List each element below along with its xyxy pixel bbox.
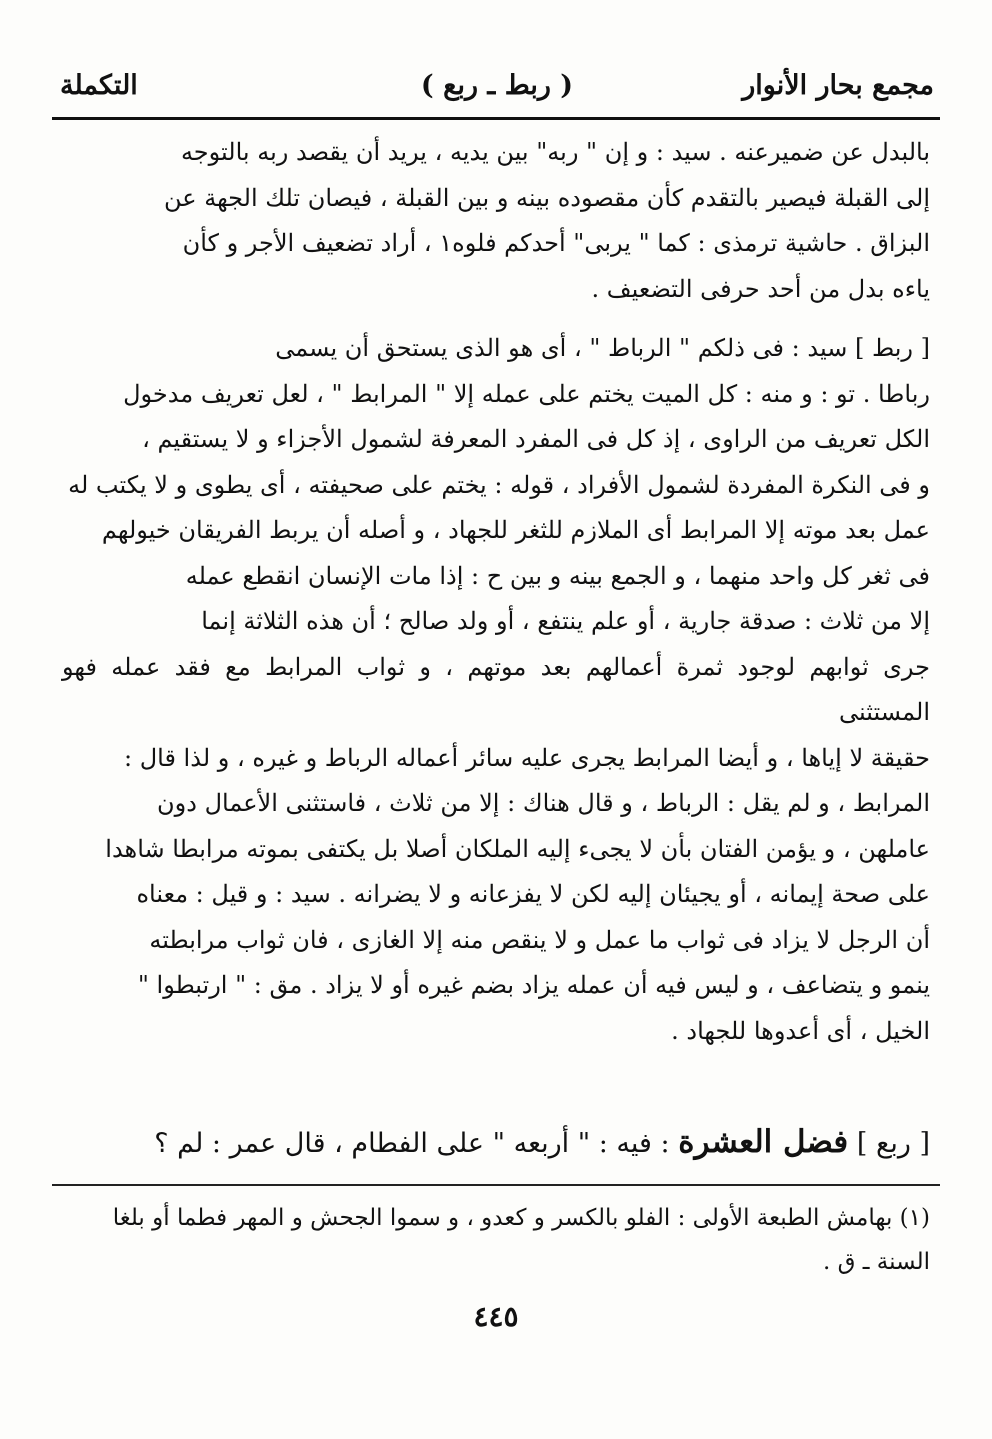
text-line: الكل تعريف من الراوى ، إذ كل فى المفرد المعرفة لشمول الأجزاء و لا يستقيم ، bbox=[142, 425, 930, 453]
header-entry-range: ( ربط ـ ربع ) bbox=[420, 69, 574, 101]
section-rest: : فيه : " أربعه " على الفطام ، قال عمر : لم ؟ bbox=[154, 1128, 670, 1159]
paragraph-gap bbox=[62, 312, 930, 326]
text-line: ينمو و يتضاعف ، و ليس فيه أن عمله يزاد بضم غيره أو لا يزاد . مق : " ارتبطوا " bbox=[137, 971, 930, 999]
text-line: و فى النكرة المفردة لشمول الأفراد ، قوله : يختم على صحيفته ، أى يطوى و لا يكتب له bbox=[68, 470, 930, 499]
text-line: على صحة إيمانه ، أو يجيئان إليه لكن لا يفزعانه و لا يضرانه . سيد : و قيل : معناه bbox=[136, 880, 930, 908]
text-line: الخيل ، أى أعدوها للجهاد . bbox=[671, 1016, 930, 1045]
text-line: عاملهن ، و يؤمن الفتان بأن لا يجىء إليه الملكان أصلا بل يكتفى بموته مرابطا شاهدا bbox=[105, 834, 930, 863]
page-number: ٤٤٥ bbox=[473, 1300, 519, 1333]
footnote-line: (١) بهامش الطبعة الأولى : الفلو بالكسر و كعدو ، و سموا الجحش و المهر فطما أو بلغا bbox=[112, 1205, 930, 1231]
text-line: إلى القبلة فيصير بالتقدم كأن مقصوده بينه و بين القبلة ، فيصان تلك الجهة عن bbox=[164, 183, 930, 212]
text-line: عمل بعد موته إلا المرابط أى الملازم للثغر للجهاد ، و أصله أن يربط الفريقان خيولهم bbox=[101, 516, 930, 544]
text-line: [ ربط ] سيد : فى ذلكم " الرباط " ، أى هو الذى يستحق أن يسمى bbox=[275, 334, 930, 362]
text-line: ياءه بدل من أحد حرفى التضعيف . bbox=[591, 274, 930, 303]
main-text bbox=[62, 130, 930, 1054]
text-line: أن الرجل لا يزاد فى ثواب ما عمل و لا ينقص منه إلا الغازى ، فان ثواب مرابطته bbox=[149, 925, 930, 954]
text-line: فى ثغر كل واحد منهما ، و الجمع بينه و بين ح : إذا مات الإنسان انقطع عمله bbox=[185, 561, 930, 590]
section-heading bbox=[62, 1118, 930, 1168]
text-line: البزاق . حاشية ترمذى : كما " يربى" أحدكم فلوه١ ، أراد تضعيف الأجر و كأن bbox=[182, 229, 930, 257]
text-line: حقيقة لا إياها ، و أيضا المرابط يجرى عليه سائر أعماله الرباط و غيره ، و لذا قال : bbox=[123, 743, 930, 772]
footnote bbox=[62, 1196, 930, 1284]
text-line: بالبدل عن ضميرعنه . سيد : و إن " ربه" بين يديه ، يريد أن يقصد ربه بالتوجه bbox=[180, 138, 930, 166]
section-title: فضل العشرة bbox=[678, 1124, 849, 1160]
header-section-title: التكملة bbox=[60, 69, 138, 101]
running-header bbox=[60, 60, 934, 110]
text-line: رباطا . تو : و منه : كل الميت يختم على عمله إلا " المرابط " ، لعل تعريف مدخول bbox=[123, 379, 930, 408]
header-book-title: مجمع بحار الأنوار bbox=[742, 69, 934, 101]
text-line: المرابط ، و لم يقل : الرباط ، و قال هناك : إلا من ثلاث ، فاستثنى الأعمال دون bbox=[157, 789, 930, 817]
text-line: إلا من ثلاث : صدقة جارية ، أو علم ينتفع ، أو ولد صالح ؛ أن هذه الثلاثة إنما bbox=[201, 607, 930, 635]
text-line: جرى ثوابهم لوجود ثمرة أعمالهم بعد موتهم ، و ثواب المرابط مع فقد عمله فهو المستثنى bbox=[62, 652, 930, 726]
footnote-line: السنة ـ ق . bbox=[822, 1249, 930, 1275]
footnote-rule bbox=[52, 1184, 940, 1186]
header-rule bbox=[52, 117, 940, 120]
section-bracket: [ ربع ] bbox=[856, 1128, 930, 1159]
